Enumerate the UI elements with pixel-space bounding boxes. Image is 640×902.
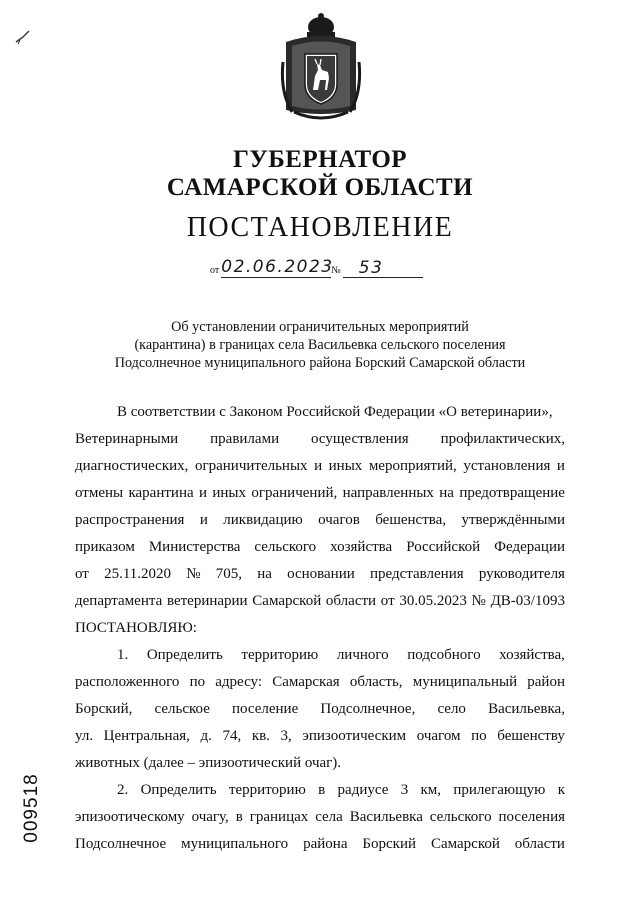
word: диагностических, bbox=[75, 458, 189, 474]
date-value: 02.06.2023 bbox=[221, 257, 334, 277]
body-line-justified bbox=[117, 782, 565, 799]
word: иных bbox=[328, 458, 363, 474]
body-line-justified bbox=[75, 674, 565, 691]
word: приказом bbox=[75, 539, 135, 555]
registration-number: 009518 bbox=[21, 773, 42, 843]
word: 1. bbox=[117, 647, 129, 663]
word: радиусе bbox=[337, 782, 389, 798]
word: и bbox=[199, 512, 208, 528]
word: хозяйства, bbox=[499, 647, 565, 663]
word: распространения bbox=[75, 512, 185, 528]
date-label: от bbox=[210, 265, 220, 276]
word: ул. bbox=[75, 728, 94, 744]
word: сельское bbox=[154, 701, 210, 717]
word: № bbox=[471, 593, 486, 609]
word: ДВ-03/1093 bbox=[490, 593, 565, 609]
word: эпизоотическим bbox=[302, 728, 407, 744]
word: карантина bbox=[128, 485, 194, 501]
word: территорию bbox=[228, 782, 306, 798]
word: прилегающую bbox=[453, 782, 546, 798]
word: Ветеринарными bbox=[75, 431, 179, 447]
word: очагом bbox=[416, 728, 461, 744]
word: департамента bbox=[75, 593, 163, 609]
governor-title: ГУБЕРНАТОР bbox=[232, 146, 408, 173]
word: к bbox=[557, 782, 565, 798]
word: сельского bbox=[429, 809, 492, 825]
word: муниципального bbox=[181, 836, 289, 852]
word: Борский, bbox=[75, 701, 133, 717]
word: км, bbox=[420, 782, 442, 798]
word: территорию bbox=[241, 647, 319, 663]
word: ограничений, bbox=[251, 485, 338, 501]
word: района bbox=[303, 836, 348, 852]
word: 3, bbox=[280, 728, 292, 744]
word: бешенства, bbox=[375, 512, 447, 528]
word: ограничительных bbox=[194, 458, 308, 474]
word: ветеринарии bbox=[166, 593, 248, 609]
word: село bbox=[437, 701, 466, 717]
subject-line: Об установлении ограничительных мероприятий bbox=[171, 319, 469, 335]
word: Борский bbox=[362, 836, 417, 852]
word: на bbox=[439, 485, 454, 501]
body-line-justified bbox=[75, 809, 565, 826]
word: установления bbox=[463, 458, 551, 474]
word: д. bbox=[200, 728, 212, 744]
word: 74, bbox=[222, 728, 242, 744]
document-meta bbox=[210, 256, 423, 278]
word: в bbox=[235, 809, 243, 825]
word: Определить bbox=[140, 782, 217, 798]
body-line-justified bbox=[75, 593, 565, 610]
word: очагов bbox=[318, 512, 360, 528]
word: и bbox=[198, 485, 208, 501]
word: поселения bbox=[498, 809, 565, 825]
word: и bbox=[556, 458, 565, 474]
subject-line: Подсолнечное муниципального района Борский Самарской области bbox=[114, 355, 526, 371]
word: по bbox=[189, 674, 206, 690]
word: Российской bbox=[406, 539, 481, 555]
body-line-justified bbox=[117, 647, 565, 664]
word: границах bbox=[249, 809, 309, 825]
word: Определить bbox=[146, 647, 223, 663]
word: Васильевка, bbox=[488, 701, 565, 717]
word: по bbox=[471, 728, 487, 744]
word: эпизоотическому bbox=[75, 809, 185, 825]
document-subject bbox=[60, 318, 580, 372]
word: осуществления bbox=[311, 431, 409, 447]
word: бешенству bbox=[497, 728, 565, 744]
body-line-justified bbox=[75, 836, 565, 853]
word: на bbox=[257, 566, 272, 582]
word: подсобного bbox=[407, 647, 481, 663]
word: руководителя bbox=[478, 566, 565, 582]
body-line-justified bbox=[75, 512, 565, 529]
word: Самарской bbox=[252, 593, 322, 609]
samara-coat-of-arms-icon bbox=[280, 12, 362, 127]
word: область, bbox=[349, 674, 403, 690]
body-line-justified bbox=[75, 485, 565, 502]
word: личного bbox=[336, 647, 389, 663]
date-field bbox=[221, 257, 334, 278]
word: направленных bbox=[342, 485, 434, 501]
document-type: ПОСТАНОВЛЕНИЕ bbox=[186, 212, 454, 243]
word: области bbox=[514, 836, 565, 852]
body-line-justified bbox=[75, 566, 565, 583]
word: основании bbox=[287, 566, 355, 582]
number-value: 53 bbox=[358, 258, 384, 278]
word: Самарской bbox=[430, 836, 500, 852]
word: очагу, bbox=[191, 809, 229, 825]
word: в bbox=[318, 782, 326, 798]
word: Министерства bbox=[148, 539, 241, 555]
word: иных bbox=[212, 485, 246, 501]
word: области bbox=[325, 593, 377, 609]
word: утверждёнными bbox=[461, 512, 565, 528]
resolution-heading: ПОСТАНОВЛЯЮ: bbox=[75, 620, 197, 636]
number-field bbox=[343, 258, 423, 278]
word: 25.11.2020 bbox=[104, 566, 172, 582]
word: от bbox=[380, 593, 395, 609]
body-line-justified bbox=[75, 728, 565, 745]
word: представления bbox=[369, 566, 464, 582]
word: хозяйства bbox=[330, 539, 393, 555]
region-title: САМАРСКОЙ ОБЛАСТИ bbox=[166, 174, 474, 201]
body-line-justified bbox=[75, 458, 565, 475]
word: мероприятий, bbox=[368, 458, 457, 474]
pen-stroke-mark-icon bbox=[14, 28, 32, 46]
word: села bbox=[315, 809, 343, 825]
word: правилами bbox=[210, 431, 280, 447]
word: 2. bbox=[117, 782, 129, 798]
word: № bbox=[186, 566, 201, 582]
word: от bbox=[75, 566, 89, 582]
word: предотвращение bbox=[459, 485, 565, 501]
word: Центральная, bbox=[103, 728, 190, 744]
body-line-justified bbox=[75, 431, 565, 448]
word: Подсолнечное, bbox=[320, 701, 416, 717]
body-line-justified bbox=[75, 539, 565, 556]
word: профилактических, bbox=[440, 431, 565, 447]
subject-line: (карантина) в границах села Васильевка сельского поселения bbox=[134, 337, 506, 353]
word: 30.05.2023 bbox=[399, 593, 467, 609]
body-line: животных (далее – эпизоотический очаг). bbox=[75, 755, 342, 771]
word: поселение bbox=[231, 701, 299, 717]
word: 3 bbox=[400, 782, 409, 798]
word: ликвидацию bbox=[223, 512, 303, 528]
word: отмены bbox=[75, 485, 124, 501]
word: Самарская bbox=[272, 674, 340, 690]
body-line: В соответствии с Законом Российской Федерации «О ветеринарии», bbox=[117, 404, 553, 420]
body-line-justified bbox=[75, 701, 565, 718]
word: адресу: bbox=[215, 674, 263, 690]
word: сельского bbox=[254, 539, 317, 555]
word: район bbox=[527, 674, 565, 690]
word: и bbox=[314, 458, 323, 474]
word: 705, bbox=[215, 566, 242, 582]
word: расположенного bbox=[75, 674, 180, 690]
word: Подсолнечное bbox=[75, 836, 167, 852]
word: Васильевка bbox=[349, 809, 423, 825]
number-label: № bbox=[331, 265, 341, 276]
word: кв. bbox=[251, 728, 270, 744]
word: Федерации bbox=[494, 539, 565, 555]
word: муниципальный bbox=[412, 674, 518, 690]
